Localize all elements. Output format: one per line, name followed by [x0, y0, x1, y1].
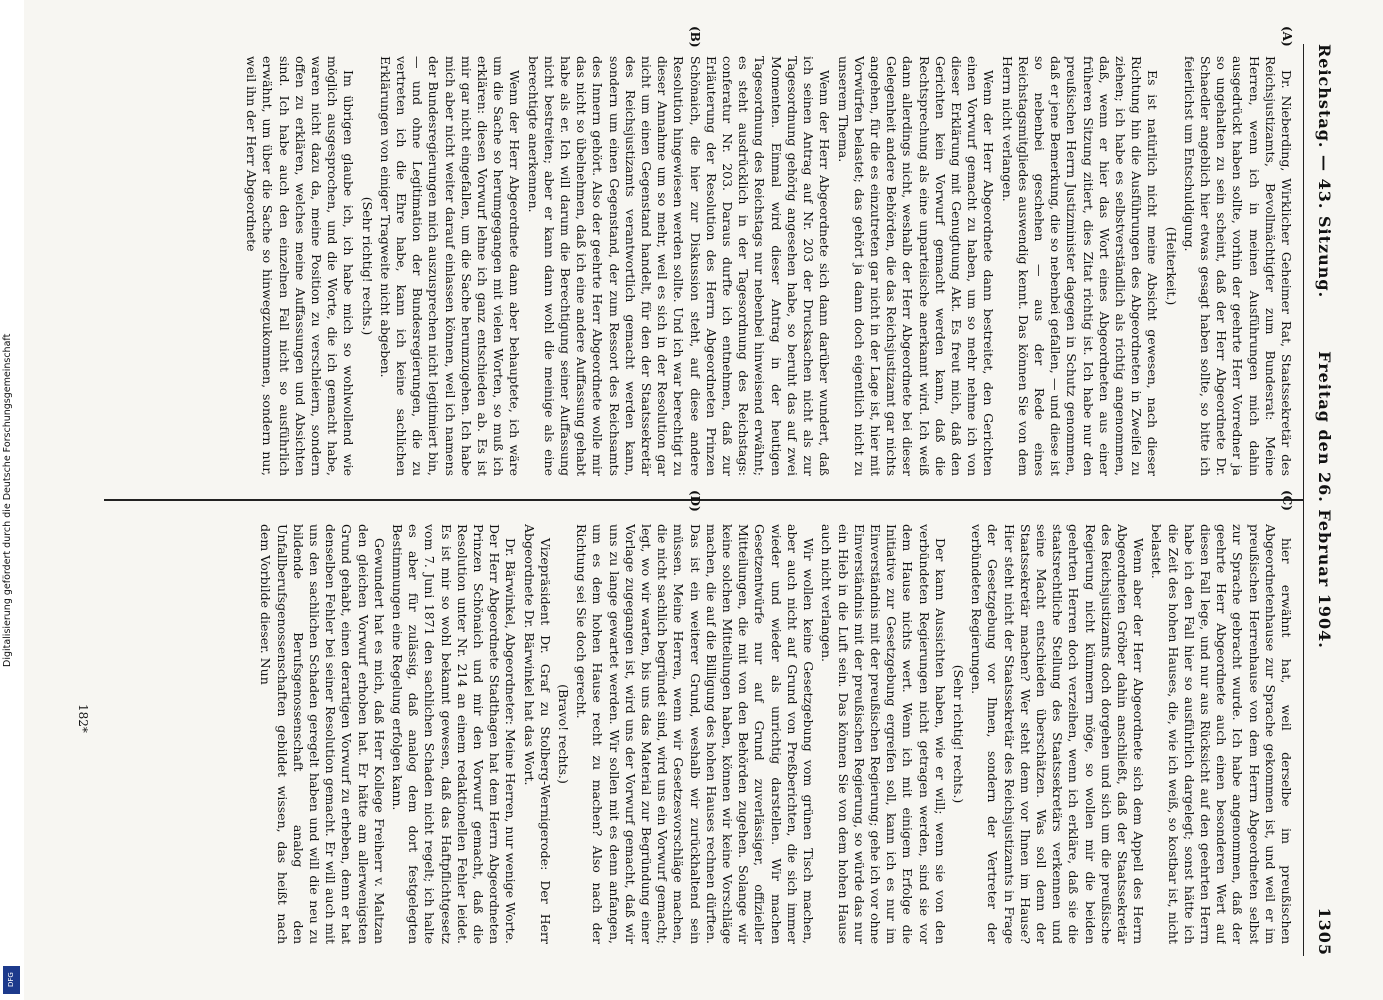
digitization-credit: Digitalisierung gefördert durch die Deutsche Forschungsgemeinschaft	[2, 333, 13, 667]
paragraph: Dr. Bärwinkel, Abgeordneter: Meine Herren, nur wenige Worte. Der Herr Abgeordnete Stadthagen hat dem Herrn Abgeordneten Prinzen Schönaich und mir den Vorwurf gemacht, daß die Resolution unter Nr. 214 an einem redaktionellen Fehler leidet. Es ist mir so wohl bekannt gewesen, daß das Haftpflichtgesetz vom 7. Juni 1871 den sachlichen Schaden nicht regelt; ich halte es aber für zulässig, daß analog dem dort festgelegten Bestimmungen eine Regelung erfolgen kann.	[389, 524, 518, 944]
margin-marker-c: (C)	[1279, 490, 1294, 511]
left-text-column	[104, 56, 1294, 476]
interjection: (Bravo! rechts.)	[555, 684, 571, 784]
paragraph: Im übrigen glaube ich, ich habe mich so wohlwollend wie möglich ausgesprochen, und die Worte, die ich gemacht habe, waren nicht dazu da, meine Position zu verschleiern, sondern offen zu erklären, welches meine Auffassungen und Absichten sind. Ich habe auch den einzelnen Fall nicht so ausführlich erwähnt, um über die Sache so hinwegzukommen, sondern nur, weil ihn der Herr Abgeordnete	[243, 56, 356, 476]
header-date: Freitag den 26. Februar 1904.	[1314, 351, 1334, 649]
margin-marker-d: (D)	[687, 490, 702, 512]
paragraph: Gewundert hat es mich, daß Herr Kollege Freiherr v. Maltzan den gleichen Vorwurf erhoben hat. Er hätte am allerwenigsten Grund gehabt, einen derartigen Vorwurf zu erheben, denn er hat denselben Fehler bei seiner Resolution gemacht. Er will auch mit uns den sachlichen Schaden geregelt haben und will die neu zu bildende Berufsgenossenschaft analog den Unfallberufsgenossenschaften gebildet wissen, das heißt nach dem Vorbilde dieser. Nun	[257, 524, 387, 944]
paragraph: hier erwähnt hat, weil derselbe im preußischen Abgeordnetenhause zur Sprache gekommen ist, und weil er im preußischen Herrenhause von dem Herrn Abgeordneten selbst zur Sprache gebracht wurde. Ich habe angenommen, daß der geehrte Herr Abgeordnete auch einen besonderen Wert auf diesen Fall lege, und nur aus Rücksicht auf den geehrten Herrn habe ich den Fall hier so ausführlich dargelegt; sonst hätte ich die Zeit des hohen Hauses, die, wie ich weiß, so kostbar ist, nicht belastet.	[1148, 524, 1294, 944]
paragraph: Dr. Nieberding, Wirklicher Geheimer Rat, Staatssekretär des Reichsjustizamts, Bevollmächtigter zum Bundesrat: Meine Herren, wenn ich in meinen Ausführungen mich dahin ausgedrückt haben sollte, vorhin der geehrte Herr Vorredner ja so ungehalten zu sein scheint, daß der Herr Abgeordnete Dr. Schaedler angeblich hier etwas gesagt haben sollte, so bitte ich feierlichst um Entschuldigung.	[1181, 56, 1294, 476]
running-header	[1304, 44, 1334, 956]
column-divider	[104, 499, 1304, 501]
interjection: (Sehr richtig! rechts.)	[950, 664, 966, 804]
header-left: Reichstag. — 43. Sitzung.	[1314, 44, 1334, 299]
paragraph: Es ist natürlich nicht meine Absicht gewesen, nach dieser Richtung hin die Ausführungen des Abgeordneten in Zweifel zu ziehen; ich habe es selbstverständlich als richtig angenommen, daß, wenn er hier das Wort eines Abgeordneten aus einer früheren Sitzung zitiert, dies Zitat richtig ist. Ich habe nur den preußischen Herrn Justizminister dagegen in Schutz genommen, daß er jene Bemerkung, die so nebenbei gefallen, — und diese ist so nebenbei geschehen — aus der Rede eines Reichstagsmitgliedes auswendig kennt. Das können Sie von dem Herrn nicht verlangen.	[999, 56, 1160, 476]
paragraph: Wenn der Herr Abgeordnete dann bestreitet, den Gerichten einen Vorwurf gemacht zu haben, um so mehr nehme ich von dieser Erklärung mit Genugtuung Akt. Es freut mich, daß den Gerichten kein Vorwurf gemacht werden kann, daß die Rechtsprechung als eine unparteiische anerkannt wird. Ich weiß dann allerdings nicht, weshalb der Herr Abgeordnete bei dieser Gelegenheit andere Behörden, die das Reichsjustizamt gar nichts angehen, für die es einzutreten gar nicht in der Lage ist, hier mit Vorwürfen belastet; das gehört ja dann doch eigentlich nicht zu unserem Thema.	[835, 56, 996, 476]
paragraph: Vizepräsident Dr. Graf zu Stolberg-Wernigerode: Der Herr Abgeordnete Dr. Bärwinkel hat das Wort.	[521, 524, 553, 944]
right-text-column	[104, 524, 1294, 944]
page-number: 1305	[1314, 907, 1334, 956]
rotated-page	[32, 20, 1352, 980]
sheet-number: 182*	[75, 704, 90, 733]
paragraph: Wenn aber der Herr Abgeordnete sich dem Appell des Herrn Abgeordneten Gröber dahin anschließt, daß der Staatssekretär des Reichsjustizamts doch dorgehen und sich um die preußische Regierung nicht kümmern möge, so wollen mir die beiden geehrten Herren doch verzeihen, wenn ich erkläre, daß sie die staatsrechtliche Stellung des Staatssekretärs verkennen und seine Macht entschieden überschätzen. Was soll denn der Staatssekretär machen? Wer steht denn vor Ihnen im Hause? Hier steht nicht der Staatssekretär des Reichsjustizamts in Frage der Gesetzgebung vor Ihnen, sondern der Vertreter der verbündeten Regierungen.	[968, 524, 1146, 944]
newspaper-page	[32, 20, 1352, 980]
paragraph: Wenn der Herr Abgeordnete dann aber behauptete, ich wäre um die Sache so herumgegangen mit vielen Worten, so muß ich erklären: diesen Vorwurf lehne ich ganz entschieden ab. Es ist mir gar nicht eingefallen, um die Sache herumzugehen. Ich habe mich aber nicht weiter darauf einlassen können, weil ich namens der Bundesregierungen mich auszusprechen nicht legitimiert bin, — und ohne Legitimation der Bundesregierungen, die zu vertreten ich die Ehre habe, kann ich keine sachlichen Erklärungen von einiger Tragweite nicht abgeben.	[377, 56, 522, 476]
side-credit-strip	[0, 0, 24, 1000]
paragraph: Wir wollen keine Gesetzgebung vom grünen Tisch machen, aber auch nicht auf Grund von Preßberichten, die sich immer wieder und wieder als unrichtig darstellen. Wir machen Gesetzentwürfe nur auf Grund zuverlässiger, offizieller Mitteilungen, die mit von den Behörden zugehen. Solange wir keine solchen Mitteilungen haben, können wir keine Vorschläge machen, die auf die Billigung des hohen Hauses rechnen dürften. Das ist ein weiterer Grund, weshalb wir zurückhaltend sein müssen. Meine Herren, wenn wir Gesetzesvorschläge machen, die nicht sachlich begründet sind, wird uns ein Vorwurf gemacht; legt, wo wir warten, bis uns das Material zur Begründung einer Vorlage zugegangen ist, wird uns der Vorwurf gemacht, daß wir uns zu lange gewartet werden. Wir sollen mit es denn anfangen, um es dem hohen Hause recht zu machen? Also nach der Richtung sei Sie doch gerecht.	[573, 524, 816, 944]
paragraph: Wenn der Herr Abgeordnete sich dann darüber wundert, daß ich seinen Antrag auf Nr. 203 der Drucksachen nicht als zur Tagesordnung gehörig angesehen habe, so beruht das auf zwei Momenten. Einmal wird dieser Antrag in der heutigen Tagesordnung des Reichstags nur nebenbei hinweisend erwähnt; es steht ausdrücklich in der Tagesordnung des Reichstags: conferatur Nr. 203. Daraus durfte ich entnehmen, daß zur Erläuterung der Resolution des Herrn Abgeordneten Prinzen Schönaich, die hier zur Diskussion steht, auf diese andere Resolution hingewiesen werden sollte. Und ich war berechtigt zu dieser Annahme um so mehr, weil es sich in der Resolution gar nicht um einen Gegenstand handelt, für den der Staatssekretär des Reichsjustizamts verantwortlich gemacht werden kann, sondern um einen Gegenstand, der zum Ressort des Reichsamts des Innern gehört. Also der geehrte Herr Abgeordnete wolle mir das nicht so übelnehmen, daß ich eine andere Auffassung gehabt habe als er. Ich will darum die Berechtigung seiner Auffassung nicht bestreiten; aber er kann dann wohl die meinige als eine berechtigte anerkennen.	[525, 56, 832, 476]
interjection: (Sehr richtig! rechts.)	[359, 196, 375, 336]
interjection: (Heiterkeit.)	[1163, 226, 1179, 306]
dfg-logo: DFG	[3, 966, 20, 994]
paragraph: Der kann Aussichten haben, wie er will; wenn sie von den verbündeten Regierungen nicht getragen werden, sind sie vor dem Hause nichts wert. Wenn ich mit einigem Erfolge die Initiative zur Gesetzgebung ergreifen soll, kann ich es nur im Einverständnis mit der preußischen Regierung; gehe ich vor ohne Einverständnis mit der preußischen Regierung, so würde das nur ein Hieb in die Luft sein. Das können Sie von dem hohen Hause auch nicht verlangen.	[818, 524, 948, 944]
margin-marker-b: (B)	[687, 26, 702, 48]
margin-marker-a: (A)	[1279, 26, 1294, 47]
